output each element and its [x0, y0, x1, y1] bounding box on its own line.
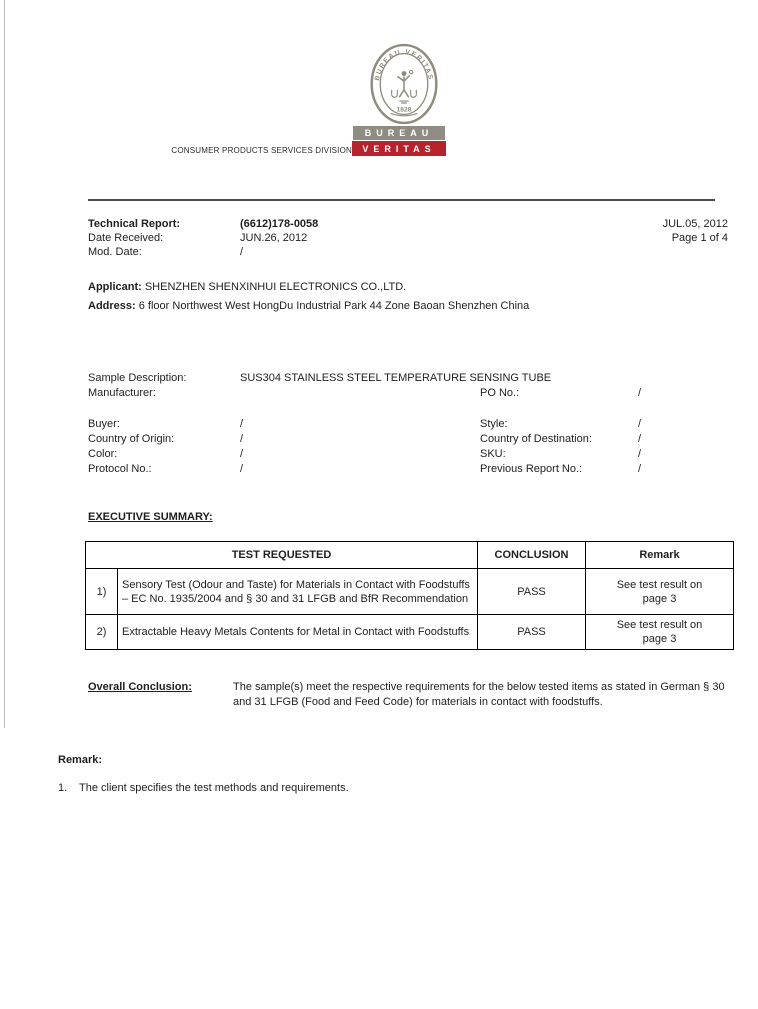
- protocol-no-value: /: [240, 463, 244, 475]
- header-conclusion: CONCLUSION: [478, 542, 586, 569]
- previous-report-no-label: Previous Report No.:: [480, 463, 583, 475]
- table-row: [86, 569, 734, 615]
- country-of-origin-value: /: [240, 433, 244, 445]
- address-line: [88, 300, 529, 312]
- sku-label: SKU:: [480, 448, 506, 460]
- address-value: 6 floor Northwest West HongDu Industrial Park 44 Zone Baoan Shenzhen China: [138, 300, 530, 312]
- sample-description-value: SUS304 STAINLESS STEEL TEMPERATURE SENSING TUBE: [240, 372, 552, 384]
- row2-remark: [586, 615, 734, 650]
- emblem-year-text: 1828: [396, 106, 412, 114]
- row1-remark-text: See test result on page 3: [616, 578, 703, 605]
- row1-remark: [586, 569, 734, 615]
- overall-conclusion-label: Overall Conclusion:: [88, 681, 192, 693]
- country-of-destination-row: [480, 432, 641, 447]
- header-divider: [88, 199, 715, 201]
- previous-report-no-value: /: [638, 463, 642, 475]
- bureau-veritas-emblem-icon: [366, 42, 442, 126]
- style-label: Style:: [480, 418, 508, 430]
- row1-conclusion: PASS: [478, 569, 586, 615]
- country-of-destination-label: Country of Destination:: [480, 433, 592, 445]
- applicant-label: Applicant:: [88, 281, 142, 293]
- row1-number: 1): [86, 569, 118, 615]
- header-remark: Remark: [586, 542, 734, 569]
- row2-number: 2): [86, 615, 118, 650]
- style-value: /: [638, 418, 642, 430]
- row1-test-description: Sensory Test (Odour and Taste) for Materials in Contact with Foodstuffs – EC No. 1935/2004 and § 30 and 31 LFGB and BfR Recommendation: [118, 569, 478, 615]
- header-test-requested: TEST REQUESTED: [86, 542, 478, 569]
- technical-report-value: (6612)178-0058: [240, 218, 319, 230]
- manufacturer-row: [88, 387, 240, 399]
- color-label: Color:: [88, 448, 118, 460]
- buyer-label: Buyer:: [88, 418, 120, 430]
- division-label: CONSUMER PRODUCTS SERVICES DIVISION: [171, 146, 352, 155]
- applicant-line: [88, 281, 406, 293]
- brand-bureau-box: BUREAU: [353, 126, 445, 140]
- date-received-label: Date Received:: [88, 232, 164, 244]
- executive-summary-table: [85, 541, 734, 650]
- brand-veritas-box: VERITAS: [352, 141, 446, 156]
- sample-info-right-column: [480, 417, 641, 477]
- remark-item-text: The client specifies the test methods and requirements.: [79, 782, 349, 794]
- po-number-row: [480, 387, 641, 399]
- report-id-block: [88, 217, 318, 259]
- previous-report-no-row: [480, 462, 641, 477]
- row2-test-description: Extractable Heavy Metals Contents for Metal in Contact with Foodstuffs: [118, 615, 478, 650]
- mod-date-value: /: [240, 246, 244, 258]
- color-row: [88, 447, 243, 462]
- remark-item-number: 1.: [58, 782, 68, 794]
- issue-date: JUL.05, 2012: [662, 218, 728, 230]
- page-number: Page 1 of 4: [671, 232, 728, 244]
- buyer-value: /: [240, 418, 244, 430]
- style-row: [480, 417, 641, 432]
- remark-heading: Remark:: [58, 754, 103, 766]
- sku-value: /: [638, 448, 642, 460]
- applicant-value: SHENZHEN SHENXINHUI ELECTRONICS CO.,LTD.: [144, 281, 407, 293]
- mod-date-label: Mod. Date:: [88, 246, 142, 258]
- country-of-destination-value: /: [638, 433, 642, 445]
- country-of-origin-label: Country of Origin:: [88, 433, 175, 445]
- po-label: PO No.:: [480, 387, 520, 399]
- color-value: /: [240, 448, 244, 460]
- emblem-ring-text: BUREAU VERITAS: [373, 48, 435, 82]
- protocol-no-label: Protocol No.:: [88, 463, 152, 475]
- scan-edge-line: [4, 0, 5, 728]
- sample-description-label: Sample Description:: [88, 372, 187, 384]
- sample-description-row: [88, 372, 551, 384]
- table-header-row: [86, 542, 734, 569]
- date-received-row: [88, 231, 318, 245]
- report-number-row: [88, 217, 318, 231]
- row2-remark-text: See test result on page 3: [616, 619, 703, 645]
- po-value: /: [638, 387, 642, 399]
- remark-item: [58, 782, 349, 794]
- country-of-origin-row: [88, 432, 243, 447]
- date-received-value: JUN.26, 2012: [240, 232, 308, 244]
- protocol-no-row: [88, 462, 243, 477]
- overall-conclusion-text: The sample(s) meet the respective requirements for the below tested items as stated in German § 30 and 31 LFGB (Food and Feed Code) for materials in contact with foodstuffs.: [233, 681, 725, 708]
- manufacturer-label: Manufacturer:: [88, 387, 156, 399]
- sku-row: [480, 447, 641, 462]
- sample-info-left-column: [88, 417, 243, 477]
- technical-report-label: Technical Report:: [88, 218, 181, 230]
- mod-date-row: [88, 245, 318, 259]
- executive-summary-heading: EXECUTIVE SUMMARY:: [88, 511, 213, 523]
- table-row: [86, 615, 734, 650]
- issue-date-block: [663, 217, 728, 245]
- row2-conclusion: PASS: [478, 615, 586, 650]
- address-label: Address:: [88, 300, 136, 312]
- buyer-row: [88, 417, 243, 432]
